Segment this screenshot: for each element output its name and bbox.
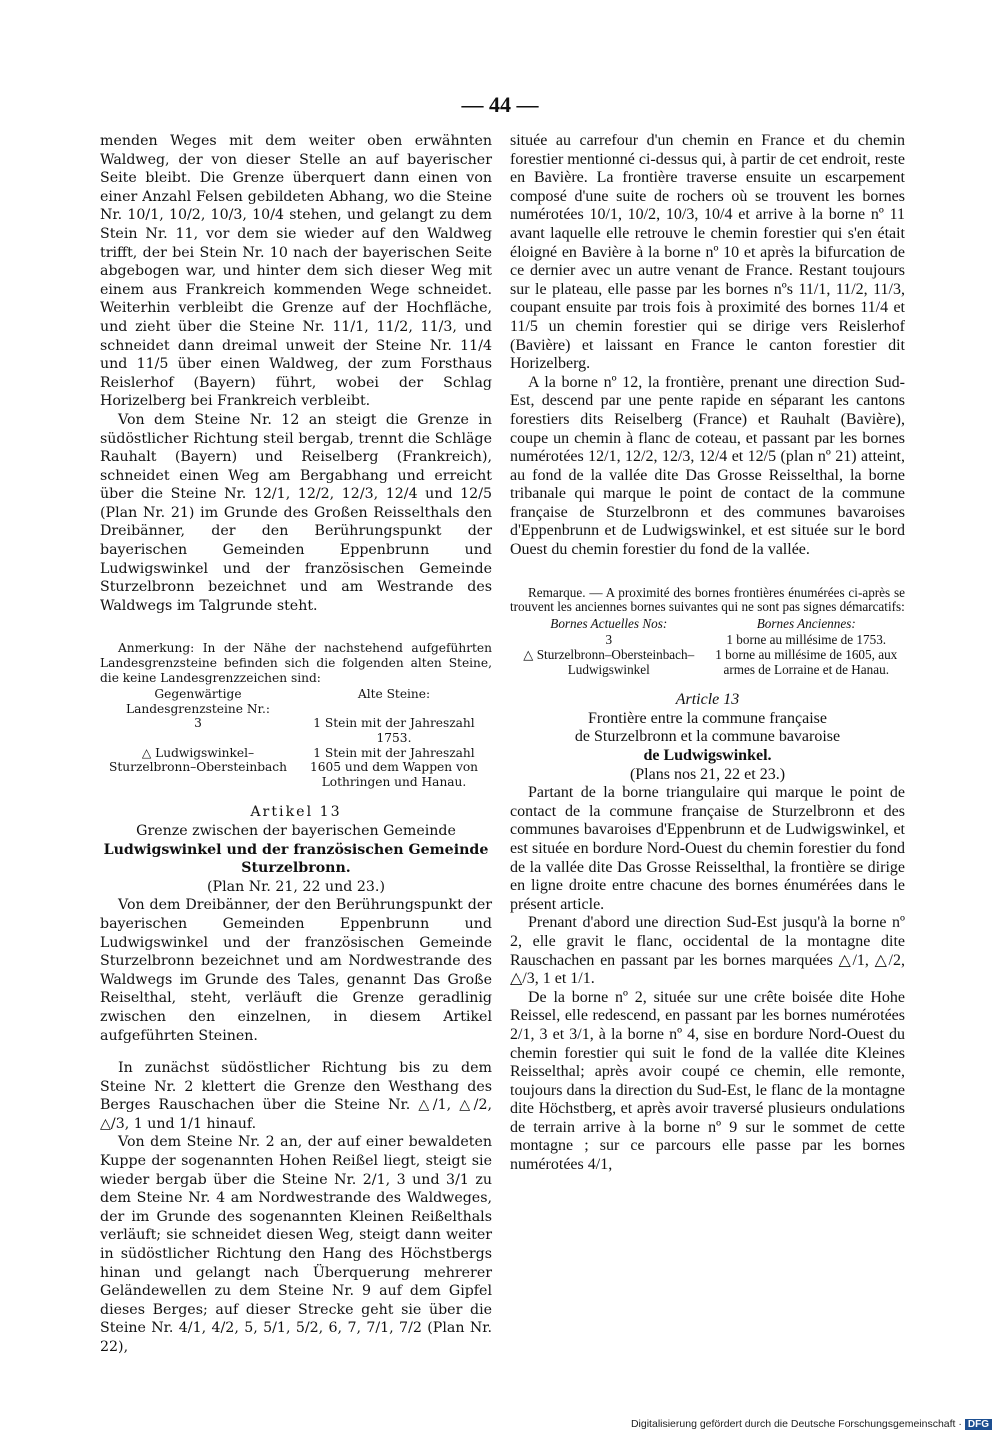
article-title: Article 13 <box>675 691 740 709</box>
article-subtitle: de Sturzelbronn et la commune bavaroise <box>574 728 841 746</box>
stones-table <box>100 687 492 789</box>
table-cell: △ Ludwigswinkel–Sturzelbronn–Obersteinbach <box>109 745 287 775</box>
paragraph: In zunächst südöstlicher Richtung bis zu dem Steine Nr. 2 klettert die Grenze den Westhang des Berges Rauschachen über die Steine Nr. △/1, △/2, △/3, 1 und 1/1 hinauf. <box>100 1060 492 1132</box>
french-column <box>510 132 905 1175</box>
table-cell: 1 borne au millésime de 1753. <box>726 632 887 648</box>
table-header: Gegenwärtige Landesgrenzsteine Nr.: <box>126 687 270 716</box>
table-cell: 3 <box>194 716 202 731</box>
dfg-logo: DFG <box>965 1419 992 1430</box>
paragraph: menden Weges mit dem weiter oben erwähnten Waldweg, der von dieser Stelle an auf bayerischer Seite bleibt. Die Grenze überquert dann einen von einer Anzahl Felsen gebildeten Abhang, wo die Steine Nr. 10/1, 10/2, 10/3, 10/4 stehen, und gelangt zu dem Stein Nr. 11, vor dem sie wieder auf den Waldweg trifft, der bei Stein Nr. 10 nach der bayerischen Seite abgebogen war, und hinter dem sich dieser Weg mit einem aus Frankreich kommenden Wege schneidet. Weiterhin verbleibt die Grenze auf der Hochfläche, und zieht über die Steine Nr. 11/1, 11/2, 11/3, und schneidet dann dreimal unweit der Steine Nr. 11/4 und 11/5 über einen Waldweg, der zum Forsthaus Reislerhof (Bayern) führt, wobei der Schlag Horizelberg bei Frankreich verbleibt. <box>100 133 492 410</box>
plan-reference: (Plan Nr. 21, 22 und 23.) <box>207 878 385 895</box>
funding-footer <box>631 1418 992 1430</box>
table-cell: 3 <box>605 632 613 648</box>
table-header: Alte Steine: <box>357 687 431 702</box>
note-block <box>510 586 905 678</box>
article-subtitle: Grenze zwischen der bayerischen Gemeinde <box>136 822 456 839</box>
table-cell: 1 Stein mit der Jahreszahl 1605 und dem Wappen von Lothringen und Hanau. <box>309 745 479 789</box>
paragraph: Von dem Dreibänner, der den Berührungspunkt der bayerischen Gemeinden Eppenbrunn und Ludwigswinkel und der französischen Gemeinde Sturzelbronn bezeichnet und am Nordwestrande des Waldwegs im Grunde des Tales, genannt Das Große Reiselthal, steht, verläuft die Grenze geradlinig zwischen den einzelnen, in diesem Artikel aufgeführten Steinen. <box>100 897 492 1044</box>
paragraph: Von dem Steine Nr. 2 an, der auf einer bewaldeten Kuppe der sogenannten Hohen Reißel liegt, steigt sie wieder bergab über die Steine Nr. 2/1, 3 und 3/1 zu dem Steine Nr. 4 am Nordwestrande des Waldweges, der im Grunde des sogenannten Kleinen Reißelthals verläuft; sie schneidet diesen Weg, steigt dann weiter in südöstlicher Richtung den Hang des Höchstbergs hinan und gelangt nach Überquerung mehrerer Geländewellen zu dem Steine Nr. 9 auf dem Gipfel dieses Berges; auf dieser Strecke geht sie über die Steine Nr. 4/1, 4/2, 5, 5/1, 5/2, 6, 7, 7/1, 7/2 (Plan Nr. 22), <box>100 1134 492 1355</box>
paragraph: Partant de la borne triangulaire qui marque le point de contact de la commune française de Sturzelbronn et des communes bavaroises d'Eppenbrunn et de Ludwigswinkel, et est située en bordure Nord-Ouest du chemin forestier du fond de la vallée dite Das Grosse Reisselthal, la frontière se dirige en ligne droite entre chacune des bornes énumérées dans le présent article. <box>510 784 905 913</box>
paragraph: Von dem Steine Nr. 12 an steigt die Grenze in südöstlicher Richtung steil bergab, trennt die Schläge Rauhalt (Bayern) und Reiselberg (Frankreich), schneidet einen Weg am Bergabhang und erreicht über die Steine Nr. 12/1, 12/2, 12/3, 12/4 und 12/5 (Plan Nr. 21) im Grunde des Großen Reisselthals den Dreibänner, der den Berührungspunkt der bayerischen Gemeinden Eppenbrunn und Ludwigswinkel und der französischen Gemeinde Sturzelbronn bezeichnet und am Westrande des Waldwegs im Talgrunde steht. <box>100 411 492 614</box>
paragraph: Prenant d'abord une direction Sud-Est jusqu'à la borne nº 2, elle gravit le flanc, occidental de la montagne dite Rauschachen en passant par les bornes marquées △/1, △/2, △/3, 1 et 1/1. <box>510 914 905 988</box>
table-header: Bornes Actuelles Nos: <box>550 615 668 631</box>
article-subtitle: Sturzelbronn. <box>241 860 351 877</box>
page-number: — 44 — <box>461 92 539 117</box>
article-subtitle: Frontière entre la commune française <box>588 709 827 727</box>
plan-reference: (Plans nos 21, 22 et 23.) <box>629 765 786 783</box>
paragraph: A la borne nº 12, la frontière, prenant une direction Sud-Est, descend par une pente rapide en séparant les cantons forestiers dits Reiselberg (France) et Rauhalt (Bavière), coupe un chemin à flanc de coteau, et passant par les bornes numérotées 12/1, 12/2, 12/3, 12/4 et 12/5 (plan nº 21) atteint, au fond de la vallée dite Das Grosse Reisselthal, la borne tribanale qui marque le point de contact de la commune française de Sturzelbronn et des communes bavaroises d'Eppenbrunn et de Ludwigswinkel, et est située sur le bord Ouest du chemin forestier du fond de la vallée. <box>510 373 905 559</box>
german-column <box>100 132 492 1357</box>
article-subtitle: de Ludwigswinkel. <box>643 747 772 764</box>
stones-table <box>510 633 905 677</box>
stones-table <box>510 617 905 632</box>
footer-text: Digitalisierung gefördert durch die Deutsche Forschungsgemeinschaft · <box>630 1418 962 1430</box>
note-text: Anmerkung: In der Nähe der nachstehend aufgeführten Landesgrenzsteine befinden sich die folgenden alten Steine, die keine Landesgrenzzeichen sind: <box>100 641 492 685</box>
note-block <box>100 641 492 789</box>
table-header: Bornes Anciennes: <box>756 615 856 631</box>
table-cell: 1 borne au millésime de 1605, aux armes de Lorraine et de Hanau. <box>715 647 898 677</box>
article-title: Artikel 13 <box>250 804 342 821</box>
paragraph: De la borne nº 2, située sur une crête boisée dite Hohe Reissel, elle redescend, en passant par les bornes numérotées 2/1, 3 et 3/1, à la borne nº 4, sise en bordure Nord-Ouest du chemin forestier qui suit le fond de la vallée dite Kleines Reisselthal; après avoir coupé ce chemin, elle remonte, toujours dans la direction du Sud-Est, le flanc de la montagne dite Höchstberg, et après avoir traversé plusieurs ondulations de terrain arrive à la borne nº 9 sur le sommet de cette montagne ; sur ce parcours elle passe par les bornes numérotées 4/1, <box>510 988 905 1174</box>
article-subtitle: Ludwigswinkel und der französischen Gemeinde <box>103 841 489 858</box>
table-cell: 1 Stein mit der Jahreszahl 1753. <box>313 716 475 745</box>
note-text: Remarque. — A proximité des bornes frontières énumérées ci-après se trouvent les anciennes bornes suivantes qui ne sont pas signes démarcatifs: <box>510 584 905 615</box>
table-cell: △ Sturzelbronn–Obersteinbach–Ludwigswinkel <box>523 647 695 677</box>
paragraph: située au carrefour d'un chemin en France et du chemin forestier mentionné ci-dessus qui, à partir de cet endroit, reste en Bavière. La frontière traverse ensuite un escarpement composé d'une suite de rochers où se trouvent les bornes numérotées 10/1, 10/2, 10/3, 10/4 et arrive à la borne nº 11 avant laquelle elle retrouve le chemin forestier qui s'en était éloigné en Bavière à la borne nº 10 et après la bifurcation de ce dernier avec un autre venant de France. Restant toujours sur le plateau, elle passe par les bornes nºs 11/1, 11/2, 11/3, coupant ensuite par trois fois à proximité des bornes 11/4 et 11/5 un chemin forestier qui se dirige vers Reislerhof (Bavière) et laissant en France le canton forestier dit Horizelberg. <box>510 132 905 373</box>
